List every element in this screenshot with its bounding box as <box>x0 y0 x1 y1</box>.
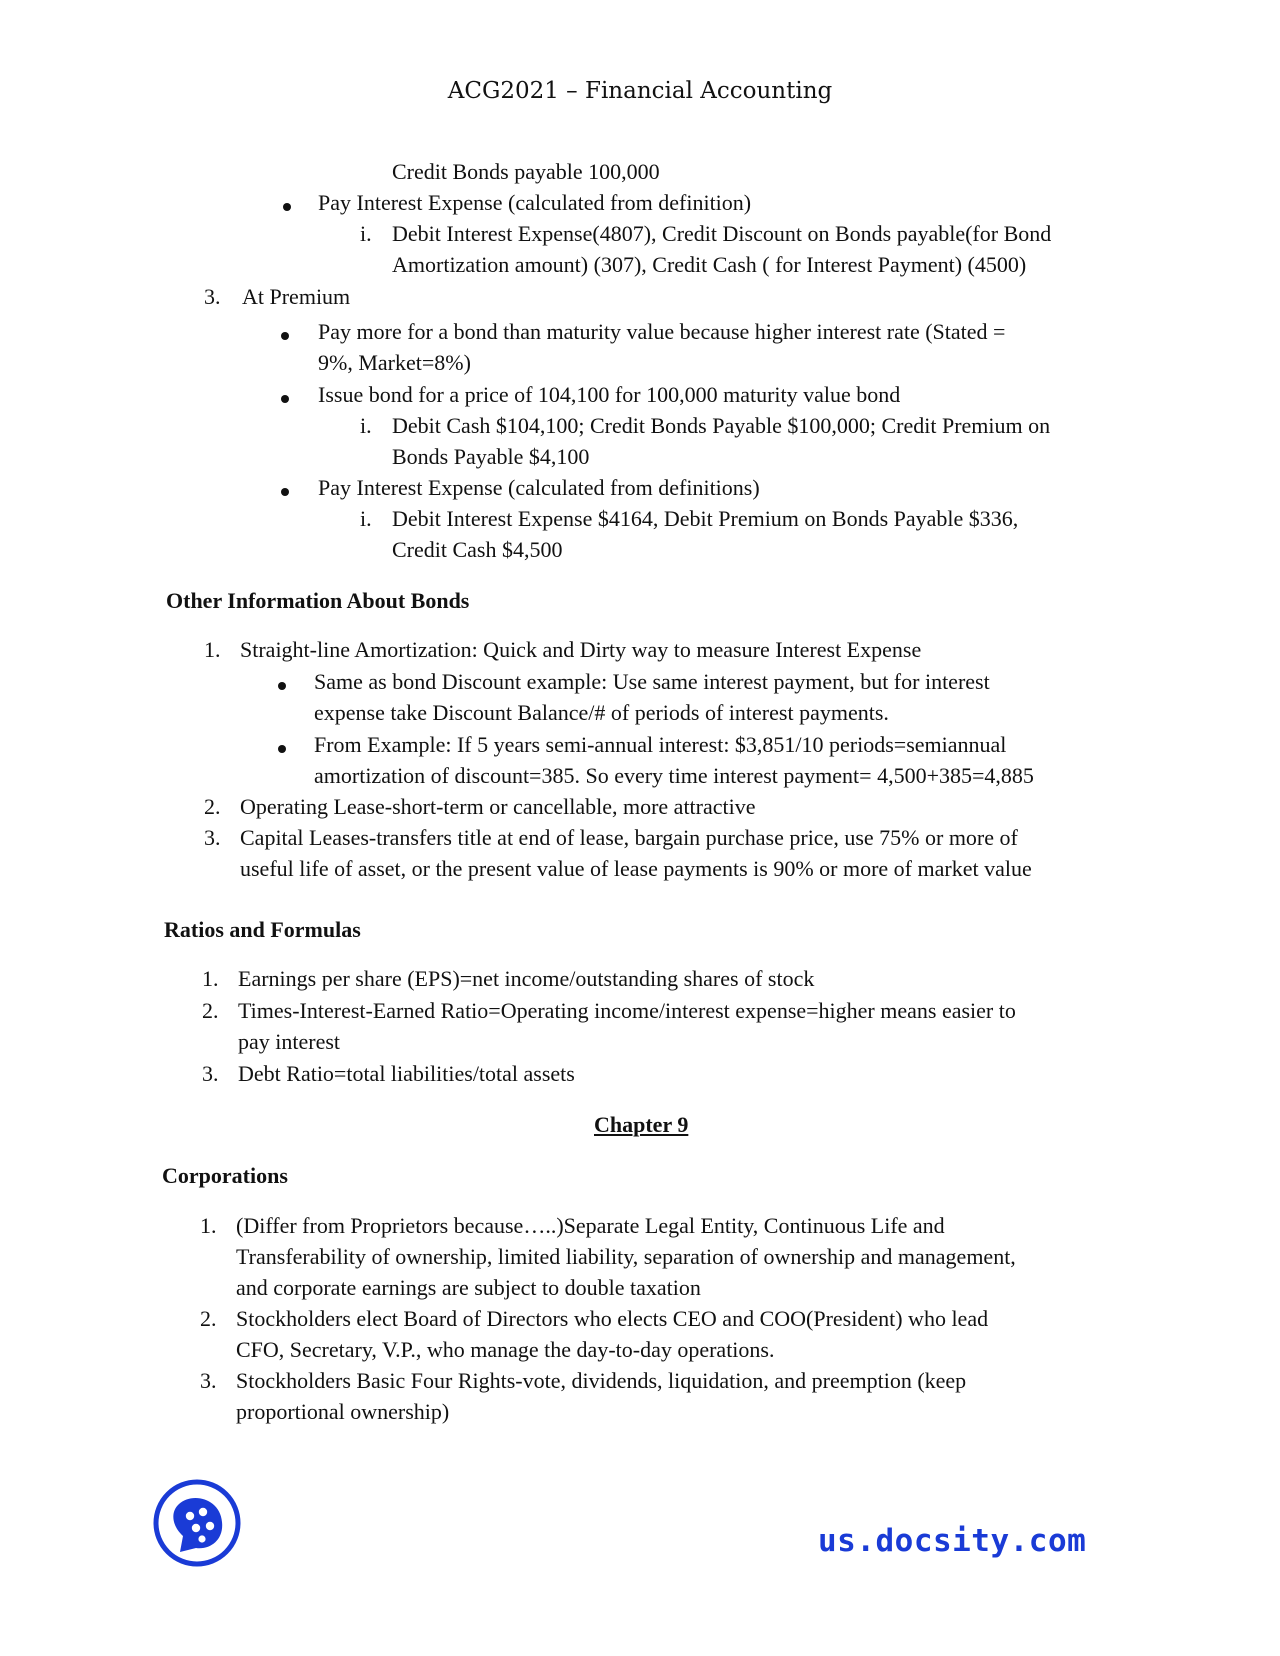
other-info-bullet2-line1: From Example: If 5 years semi-annual interest: $3,851/10 periods=semiannual <box>314 732 1007 757</box>
other-info-heading: Other Information About Bonds <box>166 588 470 613</box>
list-number: i. <box>360 221 372 246</box>
premium-bullet1-line2: 9%, Market=8%) <box>318 350 471 375</box>
list-number: 2. <box>200 1306 217 1331</box>
bullet-icon <box>281 332 289 340</box>
credit-bonds-line: Credit Bonds payable 100,000 <box>392 159 660 184</box>
bullet-icon <box>281 395 289 403</box>
list-number: 1. <box>204 637 221 662</box>
premium-entry-line2: Bonds Payable $4,100 <box>392 444 590 469</box>
other-info-item3-line2: useful life of asset, or the present value of lease payments is 90% or more of market value <box>240 856 1032 881</box>
corp-item1-line2: Transferability of ownership, limited liability, separation of ownership and management, <box>236 1244 1016 1269</box>
discount-entry-line2: Amortization amount) (307), Credit Cash ( for Interest Payment) (4500) <box>392 252 1027 277</box>
ratios-item3: Debt Ratio=total liabilities/total assets <box>238 1061 575 1086</box>
ratios-item2-line1: Times-Interest-Earned Ratio=Operating income/interest expense=higher means easier to <box>238 998 1016 1023</box>
list-number: 2. <box>202 998 219 1023</box>
other-info-item1: Straight-line Amortization: Quick and Dirty way to measure Interest Expense <box>240 637 922 662</box>
corp-item1-line3: and corporate earnings are subject to double taxation <box>236 1275 701 1300</box>
premium-bullet2: Issue bond for a price of 104,100 for 100,000 maturity value bond <box>318 382 901 407</box>
corp-item2-line2: CFO, Secretary, V.P., who manage the day-to-day operations. <box>236 1337 775 1362</box>
ratios-item1: Earnings per share (EPS)=net income/outstanding shares of stock <box>238 966 815 991</box>
bullet-icon <box>281 488 289 496</box>
list-number: 3. <box>202 1061 219 1086</box>
premium-bullet1-line1: Pay more for a bond than maturity value because higher interest rate (Stated = <box>318 319 1006 344</box>
ratios-heading: Ratios and Formulas <box>164 917 361 942</box>
list-number: 3. <box>204 284 221 309</box>
list-number: 1. <box>200 1213 217 1238</box>
list-number: 3. <box>200 1368 217 1393</box>
chapter-title: Chapter 9 <box>594 1112 689 1137</box>
premium-entry-line1: Debit Cash $104,100; Credit Bonds Payable $100,000; Credit Premium on <box>392 413 1051 438</box>
bullet-icon <box>283 203 291 211</box>
corp-item1-line1: (Differ from Proprietors because…..)Separate Legal Entity, Continuous Life and <box>236 1213 945 1238</box>
other-info-item2: Operating Lease-short-term or cancellable, more attractive <box>240 794 756 819</box>
corporations-heading: Corporations <box>162 1163 288 1188</box>
list-number: i. <box>360 413 372 438</box>
other-info-bullet1-line2: expense take Discount Balance/# of periods of interest payments. <box>314 700 889 725</box>
bullet-icon <box>278 745 286 753</box>
other-info-bullet1-line1: Same as bond Discount example: Use same interest payment, but for interest <box>314 669 990 694</box>
bullet-icon <box>278 682 286 690</box>
premium-interest-line2: Credit Cash $4,500 <box>392 537 563 562</box>
corp-item3-line2: proportional ownership) <box>236 1399 450 1424</box>
docsity-logo-icon[interactable] <box>152 1478 242 1568</box>
premium-title: At Premium <box>242 284 351 309</box>
list-number: i. <box>360 506 372 531</box>
corp-item2-line1: Stockholders elect Board of Directors who elects CEO and COO(President) who lead <box>236 1306 989 1331</box>
other-info-bullet2-line2: amortization of discount=385. So every time interest payment= 4,500+385=4,885 <box>314 763 1034 788</box>
list-number: 2. <box>204 794 221 819</box>
corp-item3-line1: Stockholders Basic Four Rights-vote, dividends, liquidation, and preemption (keep <box>236 1368 967 1393</box>
website-link[interactable]: us.docsity.com <box>818 1523 1087 1559</box>
premium-bullet3: Pay Interest Expense (calculated from definitions) <box>318 475 760 500</box>
list-number: 1. <box>202 966 219 991</box>
pay-interest-bullet: Pay Interest Expense (calculated from definition) <box>318 190 752 215</box>
premium-interest-line1: Debit Interest Expense $4164, Debit Premium on Bonds Payable $336, <box>392 506 1019 531</box>
list-number: 3. <box>204 825 221 850</box>
page-header: ACG2021 – Financial Accounting <box>447 78 833 104</box>
other-info-item3-line1: Capital Leases-transfers title at end of lease, bargain purchase price, use 75% or more of <box>240 825 1018 850</box>
ratios-item2-line2: pay interest <box>238 1029 341 1054</box>
discount-entry-line1: Debit Interest Expense(4807), Credit Discount on Bonds payable(for Bond <box>392 221 1052 246</box>
